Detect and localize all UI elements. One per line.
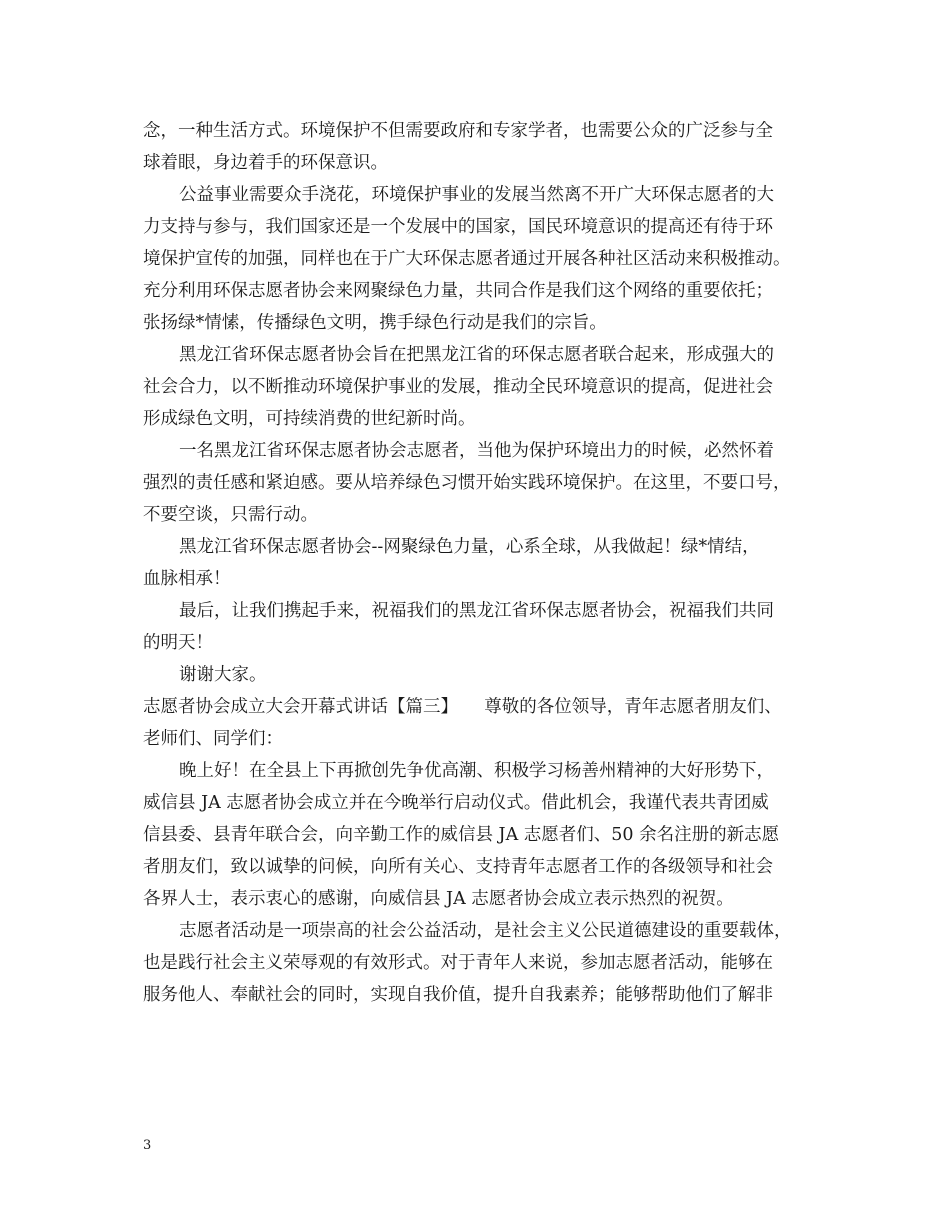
text-line: 球着眼，身边着手的环保意识。 [143, 153, 388, 173]
text-line: 也是践行社会主义荣辱观的有效形式。对于青年人来说，参加志愿者活动，能够在 [143, 953, 773, 973]
text-line: 形成绿色文明，可持续消费的世纪新时尚。 [143, 409, 476, 429]
text-line: 念，一种生活方式。环境保护不但需要政府和专家学者，也需要公众的广泛参与全 [143, 121, 773, 141]
text-line: 志愿者活动是一项崇高的社会公益活动，是社会主义公民道德建设的重要载体， [179, 921, 792, 941]
text-line: 张扬绿*情愫，传播绿色文明，携手绿色行动是我们的宗旨。 [143, 313, 607, 333]
text-line: 充分利用环保志愿者协会来网聚绿色力量，共同合作是我们这个网络的重要依托； [143, 281, 773, 301]
text-line: 各界人士，表示衷心的感谢，向威信县 JA 志愿者协会成立表示热烈的祝贺。 [143, 889, 734, 909]
text-line: 社会合力，以不断推动环境保护事业的发展，推动全民环境意识的提高，促进社会 [143, 377, 773, 397]
text-line: 不要空谈，只需行动。 [143, 505, 318, 525]
text-line: 老师们、同学们： [143, 729, 283, 749]
text-line: 公益事业需要众手浇花，环境保护事业的发展当然离不开广大环保志愿者的大 [179, 185, 774, 205]
text-line: 一名黑龙江省环保志愿者协会志愿者，当他为保护环境出力的时候，必然怀着 [179, 441, 774, 461]
text-line: 力支持与参与，我们国家还是一个发展中的国家，国民环境意识的提高还有待于环 [143, 217, 773, 237]
text-line: 者朋友们，致以诚挚的问候，向所有关心、支持青年志愿者工作的各级领导和社会 [143, 857, 773, 877]
text-line: 强烈的责任感和紧迫感。要从培养绿色习惯开始实践环境保护。在这里，不要口号， [143, 473, 791, 493]
text-line: 境保护宣传的加强，同样也在于广大环保志愿者通过开展各种社区活动来积极推动。 [143, 249, 791, 269]
text-line: 晚上好！在全县上下再掀创先争优高潮、积极学习杨善州精神的大好形势下， [179, 761, 774, 781]
text-line: 谢谢大家。 [179, 665, 267, 685]
text-line: 最后，让我们携起手来，祝福我们的黑龙江省环保志愿者协会，祝福我们共同 [179, 601, 774, 621]
text-line: 信县委、县青年联合会，向辛勤工作的威信县 JA 志愿者们、50 余名注册的新志愿 [143, 825, 780, 845]
text-line: 志愿者协会成立大会开幕式讲话【篇三】 尊敬的各位领导，青年志愿者朋友们、 [143, 697, 782, 717]
text-line: 血脉相承！ [143, 569, 231, 589]
text-line: 的明天！ [143, 633, 213, 653]
page-number: 3 [143, 1138, 152, 1153]
body-text [143, 115, 823, 1011]
text-line: 威信县 JA 志愿者协会成立并在今晚举行启动仪式。借此机会，我谨代表共青团威 [143, 793, 769, 813]
text-line: 黑龙江省环保志愿者协会旨在把黑龙江省的环保志愿者联合起来，形成强大的 [179, 345, 774, 365]
text-line: 服务他人、奉献社会的同时，实现自我价值，提升自我素养；能够帮助他们了解非 [143, 985, 773, 1005]
text-line: 黑龙江省环保志愿者协会--网聚绿色力量，心系全球，从我做起！绿*情结， [179, 537, 760, 557]
